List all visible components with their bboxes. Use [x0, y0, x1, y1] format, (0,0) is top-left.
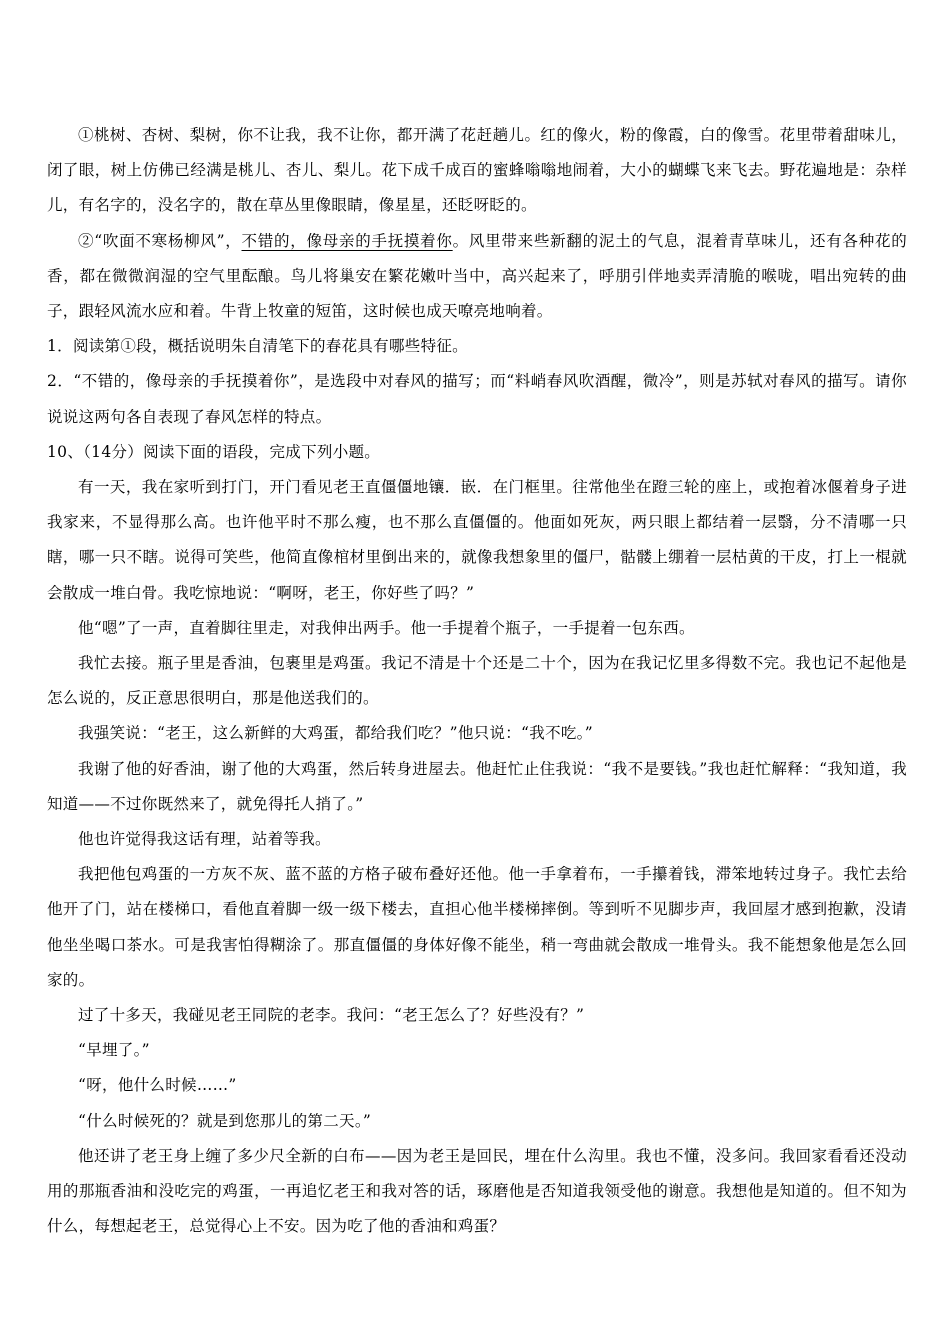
question-2: 2．“不错的，像母亲的手抚摸着你”，是选段中对春风的描写；而“料峭春风吹酒醒，微冷”，则是苏轼对春风的描写。请你说说这两句各自表现了春风怎样的特点。	[47, 372, 907, 426]
underlined-sentence: 不错的，像母亲的手抚摸着你	[241, 231, 453, 250]
section-10-paragraph: “早埋了。”	[78, 1041, 150, 1060]
question-1: 1．阅读第①段，概括说明朱自清笔下的春花具有哪些特征。	[47, 337, 468, 356]
passage1-paragraph-2	[47, 224, 907, 330]
section-10-paragraph: 我忙去接。瓶子里是香油，包裹里是鸡蛋。我记不清是十个还是二十个，因为在我记忆里多得数不完。我也记不起他是怎么说的，反正意思很明白，那是他送我们的。	[47, 654, 907, 708]
section-10-paragraph: 过了十多天，我碰见老王同院的老李。我问：“老王怎么了？好些没有？”	[78, 1006, 585, 1025]
section-10-paragraph: 有一天，我在家听到打门，开门看见老王直僵僵地镶．嵌．在门框里。往常他坐在蹬三轮的座上，或抱着冰偃着身子进我家来，不显得那么高。也许他平时不那么瘦，也不那么直僵僵的。他面如死灰，两只眼上都结着一层翳，分不清哪一只瞎，哪一只不瞎。说得可笑些，他简直像棺材里倒出来的，就像我想象里的僵尸，骷髅上绷着一层枯黄的干皮，打上一棍就会散成一堆白骨。我吃惊地说：“啊呀，老王，你好些了吗？”	[47, 478, 907, 602]
section-10-paragraph: 我强笑说：“老王，这么新鲜的大鸡蛋，都给我们吃？”他只说：“我不吃。”	[78, 724, 593, 743]
section-10-paragraph: 我谢了他的好香油，谢了他的大鸡蛋，然后转身进屋去。他赶忙止住我说：“我不是要钱。”我也赶忙解释：“我知道，我知道——不过你既然来了，就免得托人捎了。”	[47, 759, 907, 813]
section-10-paragraph: “什么时候死的？就是到您那儿的第二天。”	[78, 1111, 372, 1130]
section-10-paragraph: 他也许觉得我这话有理，站着等我。	[78, 830, 331, 849]
paragraph-2-opening: ②“吹面不寒杨柳风”，	[78, 231, 242, 250]
section-10-paragraph: 他还讲了老王身上缠了多少尺全新的白布——因为老王是回民，埋在什么沟里。我也不懂，没多问。我回家看看还没动用的那瓶香油和没吃完的鸡蛋，一再追忆老王和我对答的话，琢磨他是否知道我领受他的谢意。我想他是知道的。但不知为什么，每想起老王，总觉得心上不安。因为吃了他的香油和鸡蛋？	[47, 1146, 907, 1236]
section-10-heading: 10、（14分）阅读下面的语段，完成下列小题。	[47, 442, 381, 461]
paragraph-2-rest: 。风里带来些新翻的泥土的气息，混着青草味儿，还有各种花的香，都在微微润湿的空气里酝酿。鸟儿将巢安在繁花嫩叶当中，高兴起来了，呼朋引伴地卖弄清脆的喉咙，唱出宛转的曲子，跟轻风流水应和着。牛背上牧童的短笛，这时候也成天嘹亮地响着。	[47, 231, 908, 321]
passage1-paragraph-1: ①桃树、杏树、梨树，你不让我，我不让你，都开满了花赶趟儿。红的像火，粉的像霞，白的像雪。花里带着甜味儿，闭了眼，树上仿佛已经满是桃儿、杏儿、梨儿。花下成千成百的蜜蜂嗡嗡地闹着，大小的蝴蝶飞来飞去。野花遍地是：杂样儿，有名字的，没名字的，散在草丛里像眼睛，像星星，还眨呀眨的。	[47, 126, 907, 215]
section-10-paragraph: “呀，他什么时候……”	[78, 1076, 237, 1095]
document-page	[47, 118, 907, 1245]
section-10-paragraph: 我把他包鸡蛋的一方灰不灰、蓝不蓝的方格子破布叠好还他。他一手拿着布，一手攥着钱，滞笨地转过身子。我忙去给他开了门，站在楼梯口，看他直着脚一级一级下楼去，直担心他半楼梯摔倒。等到听不见脚步声，我回屋才感到抱歉，没请他坐坐喝口茶水。可是我害怕得糊涂了。那直僵僵的身体好像不能坐，稍一弯曲就会散成一堆骨头。我不能想象他是怎么回家的。	[47, 865, 907, 989]
section-10-paragraph: 他“嗯”了一声，直着脚往里走，对我伸出两手。他一手提着个瓶子，一手提着一包东西。	[78, 618, 695, 637]
